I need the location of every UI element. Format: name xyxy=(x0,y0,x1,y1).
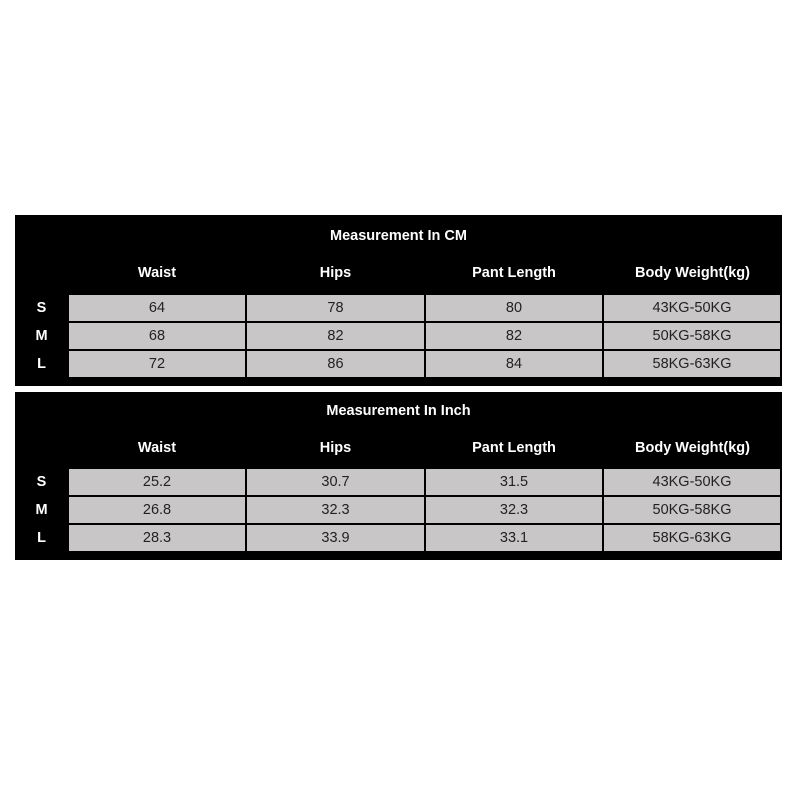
table-cell: 50KG-58KG xyxy=(604,497,780,523)
table-cell: 72 xyxy=(69,351,245,377)
table-cell: 33.1 xyxy=(426,525,602,551)
table-cell: 43KG-50KG xyxy=(604,469,780,495)
column-header-hips: Hips xyxy=(319,440,352,456)
table-cell: 30.7 xyxy=(247,469,424,495)
table-cell: 82 xyxy=(426,323,602,349)
table-cell: 25.2 xyxy=(69,469,245,495)
table-cell: 33.9 xyxy=(247,525,424,551)
table-cell: 78 xyxy=(247,295,424,321)
table-cell: 86 xyxy=(247,351,424,377)
column-header-pant-length: Pant Length xyxy=(472,265,556,281)
table-cell: 32.3 xyxy=(247,497,424,523)
column-header-waist: Waist xyxy=(137,265,177,281)
column-header-pant-length: Pant Length xyxy=(472,440,556,456)
row-label-l: L xyxy=(37,356,46,372)
table-cell: 58KG-63KG xyxy=(604,525,780,551)
column-header-body-weight: Body Weight(kg) xyxy=(635,440,750,456)
table-title: Measurement In Inch xyxy=(326,403,471,419)
row-label-l: L xyxy=(37,530,46,546)
column-header-waist: Waist xyxy=(137,440,177,456)
table-cell: 43KG-50KG xyxy=(604,295,780,321)
table-cell: 68 xyxy=(69,323,245,349)
row-label-s: S xyxy=(36,474,47,490)
size-table-inch xyxy=(15,392,782,560)
size-table-cm xyxy=(15,215,782,386)
table-title: Measurement In CM xyxy=(330,228,467,244)
table-cell: 58KG-63KG xyxy=(604,351,780,377)
table-cell: 82 xyxy=(247,323,424,349)
table-cell: 31.5 xyxy=(426,469,602,495)
row-label-m: M xyxy=(35,502,48,518)
table-cell: 26.8 xyxy=(69,497,245,523)
table-cell: 80 xyxy=(426,295,602,321)
table-cell: 84 xyxy=(426,351,602,377)
table-cell: 32.3 xyxy=(426,497,602,523)
row-label-s: S xyxy=(36,300,47,316)
column-header-body-weight: Body Weight(kg) xyxy=(635,265,750,281)
table-cell: 28.3 xyxy=(69,525,245,551)
column-header-hips: Hips xyxy=(319,265,352,281)
row-label-m: M xyxy=(35,328,48,344)
table-cell: 64 xyxy=(69,295,245,321)
table-cell: 50KG-58KG xyxy=(604,323,780,349)
